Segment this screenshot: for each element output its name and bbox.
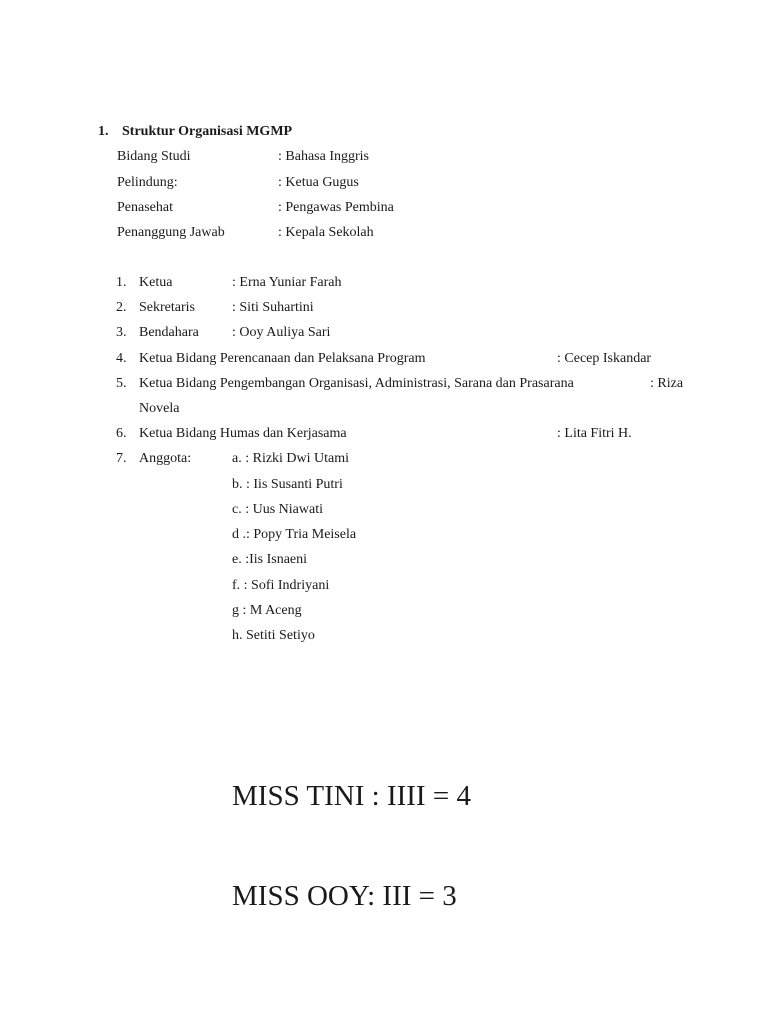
tally-line-tini: MISS TINI : IIII = 4 — [232, 780, 471, 812]
section-title: Struktur Organisasi MGMP — [122, 124, 293, 139]
role-number: 1. — [116, 275, 127, 290]
role-label-sekretaris: Sekretaris — [139, 300, 195, 315]
role-number: 2. — [116, 300, 127, 315]
section-number: 1. — [98, 124, 109, 139]
member-item: e. :Iis Isnaeni — [232, 552, 308, 567]
role-number: 3. — [116, 325, 127, 340]
role-value-perencanaan: : Cecep Iskandar — [557, 351, 652, 366]
role-value-bendahara: : Ooy Auliya Sari — [232, 325, 331, 340]
info-label-penanggung-jawab: Penanggung Jawab — [117, 225, 225, 240]
member-item: g : M Aceng — [232, 603, 302, 618]
role-number: 6. — [116, 426, 127, 441]
role-number: 7. — [116, 451, 127, 466]
info-label-bidang-studi: Bidang Studi — [117, 149, 191, 164]
info-label-penasehat: Penasehat — [117, 200, 173, 215]
tally-line-ooy: MISS OOY: III = 3 — [232, 880, 457, 912]
role-label-perencanaan: Ketua Bidang Perencanaan dan Pelaksana Program — [139, 351, 426, 366]
member-item: a. : Rizki Dwi Utami — [232, 451, 350, 466]
role-label-bendahara: Bendahara — [139, 325, 199, 340]
member-item: h. Setiti Setiyo — [232, 628, 315, 643]
info-label-pelindung: Pelindung: — [117, 175, 178, 190]
info-value-penasehat: : Pengawas Pembina — [278, 200, 394, 215]
member-item: f. : Sofi Indriyani — [232, 578, 330, 593]
role-label-humas: Ketua Bidang Humas dan Kerjasama — [139, 426, 347, 441]
role-number: 5. — [116, 376, 127, 391]
member-item: d .: Popy Tria Meisela — [232, 527, 357, 542]
role-number: 4. — [116, 351, 127, 366]
role-value-pengembangan: : Riza — [650, 376, 684, 391]
info-value-penanggung-jawab: : Kepala Sekolah — [278, 225, 374, 240]
member-item: b. : Iis Susanti Putri — [232, 477, 343, 492]
role-label-pengembangan: Ketua Bidang Pengembangan Organisasi, Administrasi, Sarana dan Prasarana — [139, 376, 574, 391]
role-value-ketua: : Erna Yuniar Farah — [232, 275, 342, 290]
info-value-pelindung: : Ketua Gugus — [278, 175, 359, 190]
info-value-bidang-studi: : Bahasa Inggris — [278, 149, 369, 164]
member-item: c. : Uus Niawati — [232, 502, 323, 517]
role-label-anggota: Anggota: — [139, 451, 192, 466]
role-value-sekretaris: : Siti Suhartini — [232, 300, 314, 315]
role-label-ketua: Ketua — [139, 275, 173, 290]
role-value-continuation: Novela — [139, 401, 180, 416]
role-value-humas: : Lita Fitri H. — [557, 426, 632, 441]
